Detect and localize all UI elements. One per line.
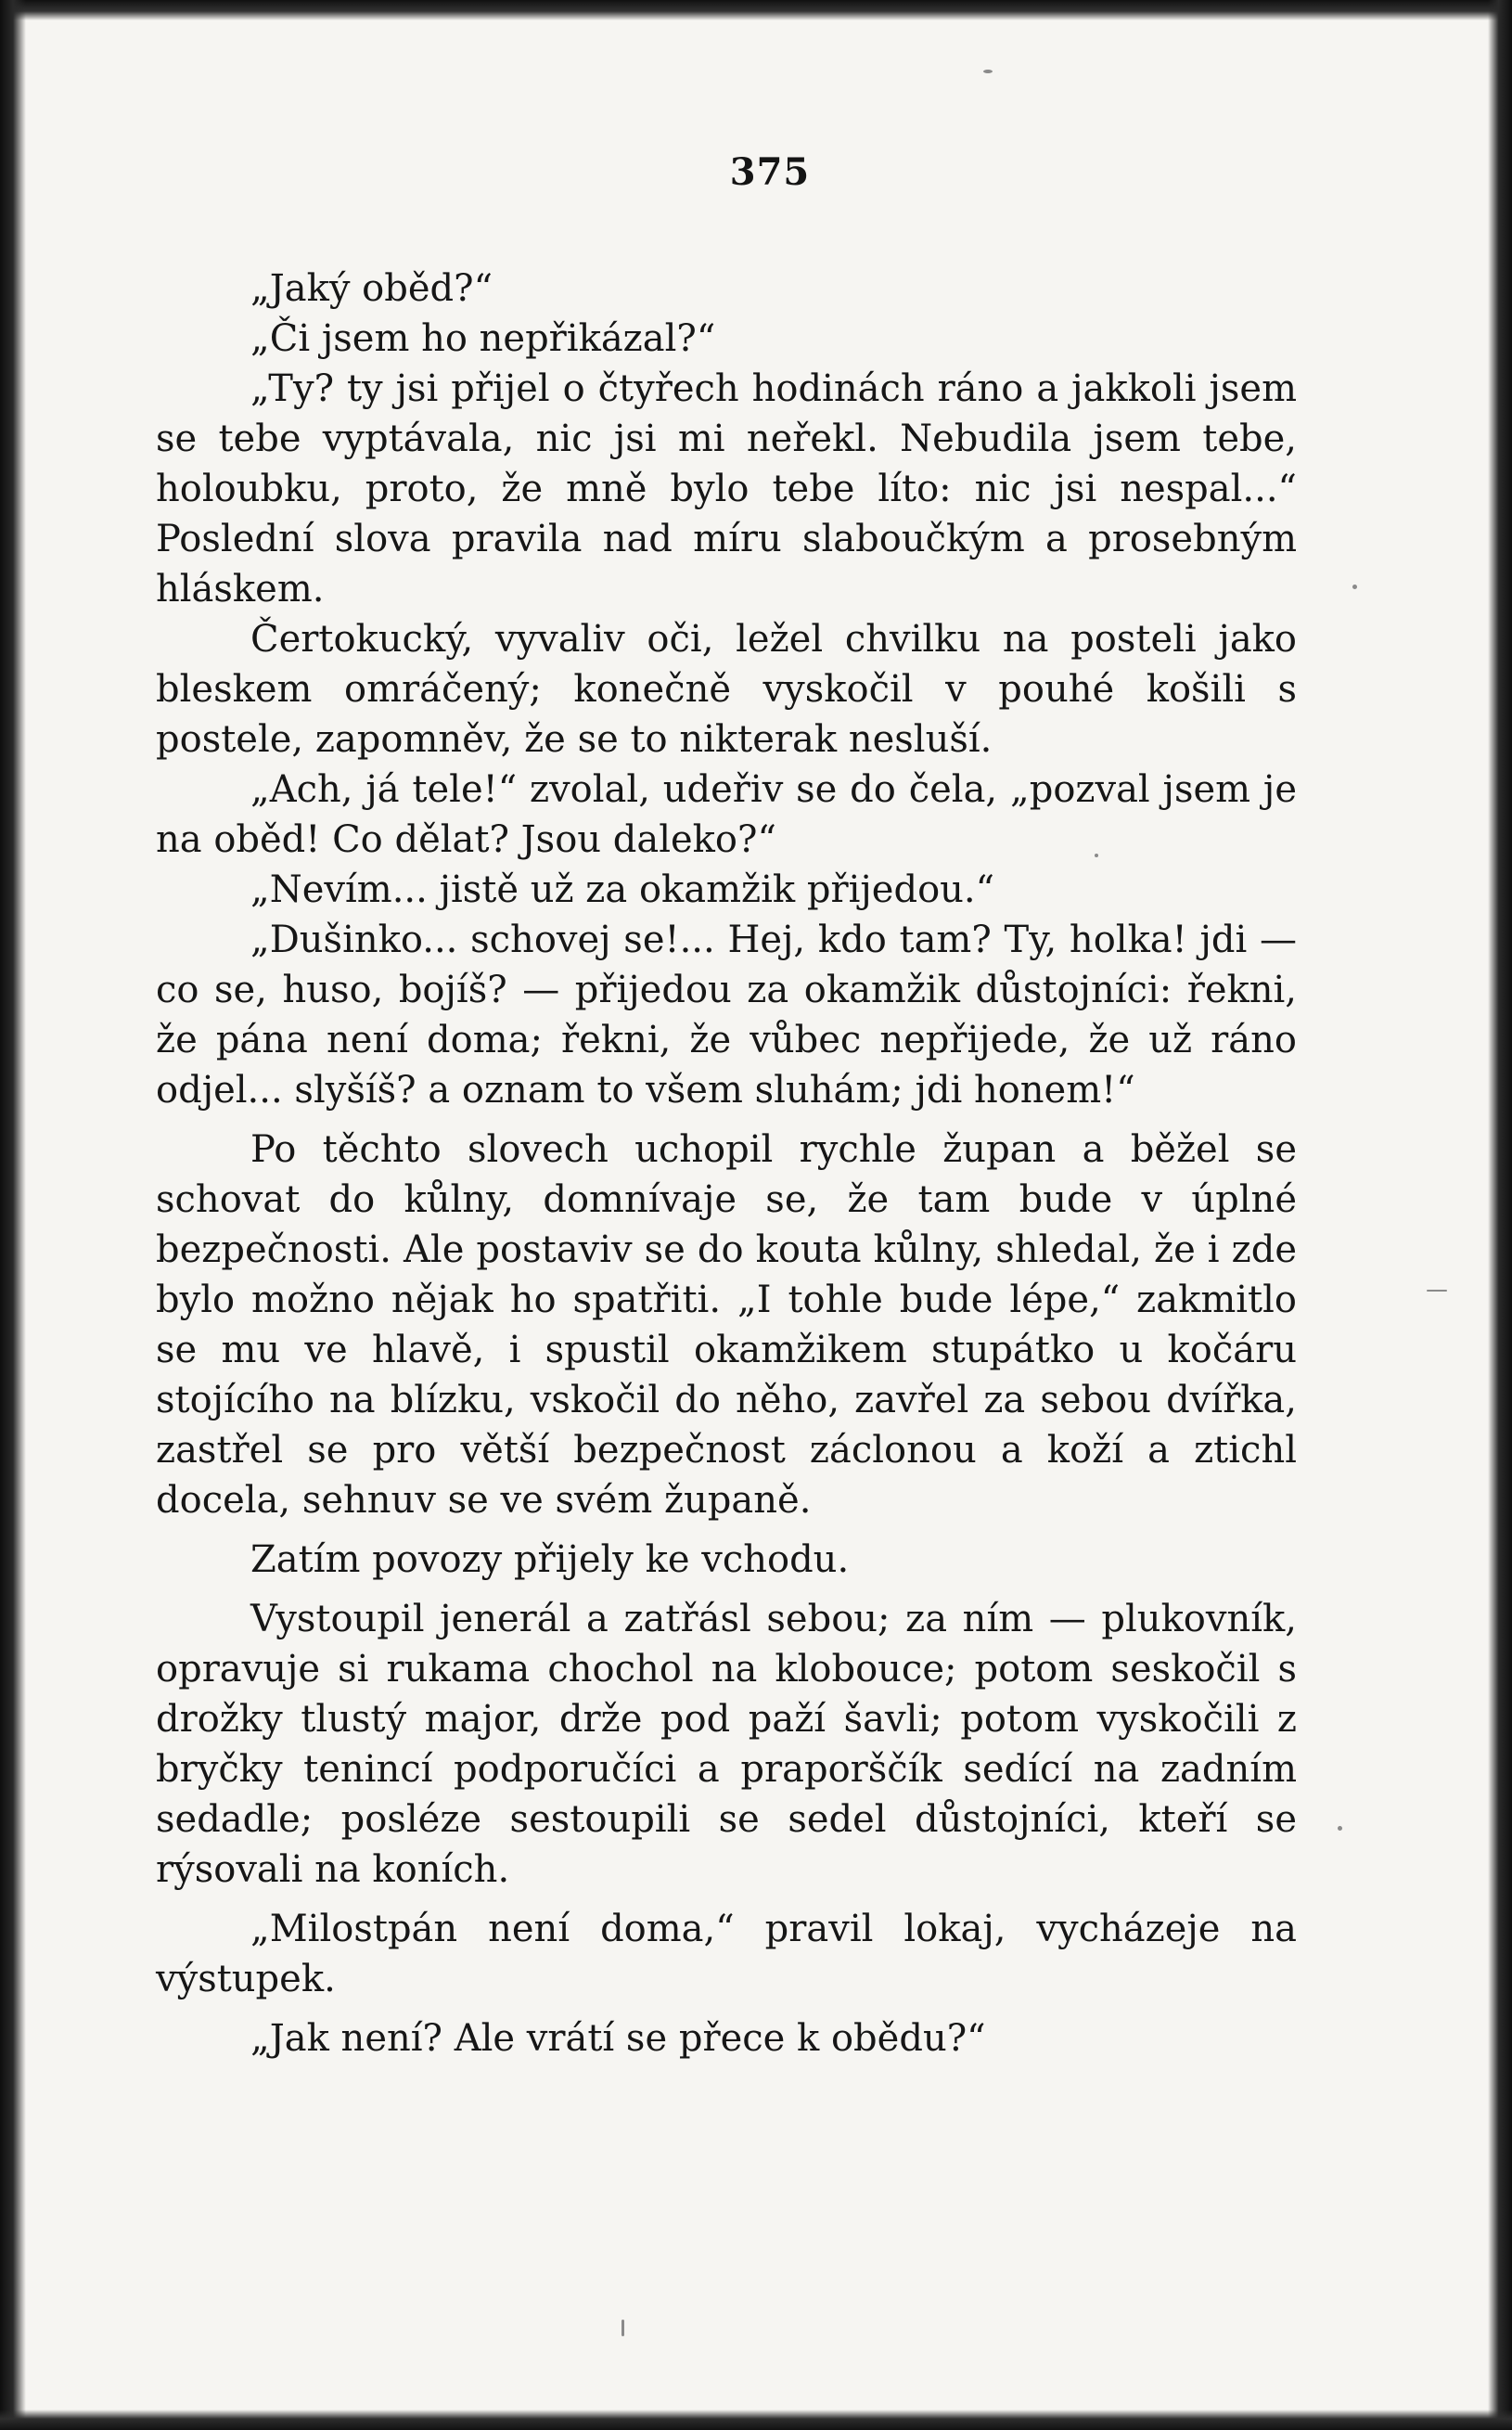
paragraph: „Milostpán není doma,“ pravil lokaj, vycházeje na výstupek.	[156, 1908, 1297, 2000]
dust-speck	[1352, 585, 1357, 589]
paragraph: „Ty? ty jsi přijel o čtyřech hodinách ráno a jakkoli jsem se tebe vyptávala, nic jsi mi neřekl. Nebudila jsem tebe, holoubku, proto, že mně bylo tebe líto: nic jsi nespal...“ Poslední slova pravila nad míru slaboučkým a prosebným hláskem.	[156, 367, 1297, 611]
paragraph: Čertokucký, vyvaliv oči, ležel chvilku na posteli jako bleskem omráčený; konečně vyskočil v pouhé košili s postele, zapomněv, že se to nikterak nesluší.	[156, 618, 1297, 761]
dust-speck	[621, 2320, 624, 2336]
dust-speck	[1427, 1290, 1447, 1292]
paragraph: „Jaký oběd?“	[250, 267, 493, 310]
paragraph: „Či jsem ho nepřikázal?“	[250, 317, 716, 360]
paragraph: Po těchto slovech uchopil rychle župan a běžel se schovat do kůlny, domnívaje se, že tam bude v úplné bezpečnosti. Ale postaviv se do kouta kůlny, shledal, že i zde bylo možno nějak ho spatřiti. „I tohle bude lépe,“ zakmitlo se mu ve hlavě, i spustil okamžikem stupátko u kočáru stojícího na blízku, vskočil do něho, zavřel za sebou dvířka, zastřel se pro větší bezpečnost záclonou a koží a ztichl docela, sehnuv se ve svém županě.	[156, 1128, 1297, 1522]
dust-speck	[983, 70, 993, 73]
paragraph: Vystoupil jenerál a zatřásl sebou; za ním — plukovník, opravuje si rukama chochol na klobouce; potom seskočil s drožky tlustý major, drže pod paží šavli; potom vyskočili z bryčky tenincí podporučíci a praporščík sedící na zadním sedadle; posléze sestoupili se sedel důstojníci, kteří se rýsovali na koních.	[156, 1598, 1297, 1891]
paragraph: „Ach, já tele!“ zvolal, udeřiv se do čela, „pozval jsem je na oběd! Co dělat? Jsou daleko?“	[156, 768, 1297, 861]
scan-edge-left	[0, 0, 26, 2430]
paragraph: „Dušinko... schovej se!... Hej, kdo tam? Ty, holka! jdi — co se, huso, bojíš? — přijedou za okamžik důstojníci: řekni, že pána není doma; řekni, že vůbec nepřijede, že už ráno odjel... slyšíš? a oznam to všem sluhám; jdi honem!“	[156, 919, 1297, 1112]
paragraph: „Nevím... jistě už za okamžik přijedou.“	[250, 868, 995, 911]
page-body-text	[156, 264, 1297, 2064]
scan-edge-bottom	[0, 2410, 1512, 2430]
scan-edge-top	[0, 0, 1512, 20]
page-number: 375	[729, 150, 811, 194]
scan-edge-right	[1488, 0, 1512, 2430]
paragraph: „Jak není? Ale vrátí se přece k obědu?“	[250, 2017, 986, 2060]
dust-speck	[1338, 1826, 1342, 1831]
paragraph: Zatím povozy přijely ke vchodu.	[250, 1538, 850, 1581]
